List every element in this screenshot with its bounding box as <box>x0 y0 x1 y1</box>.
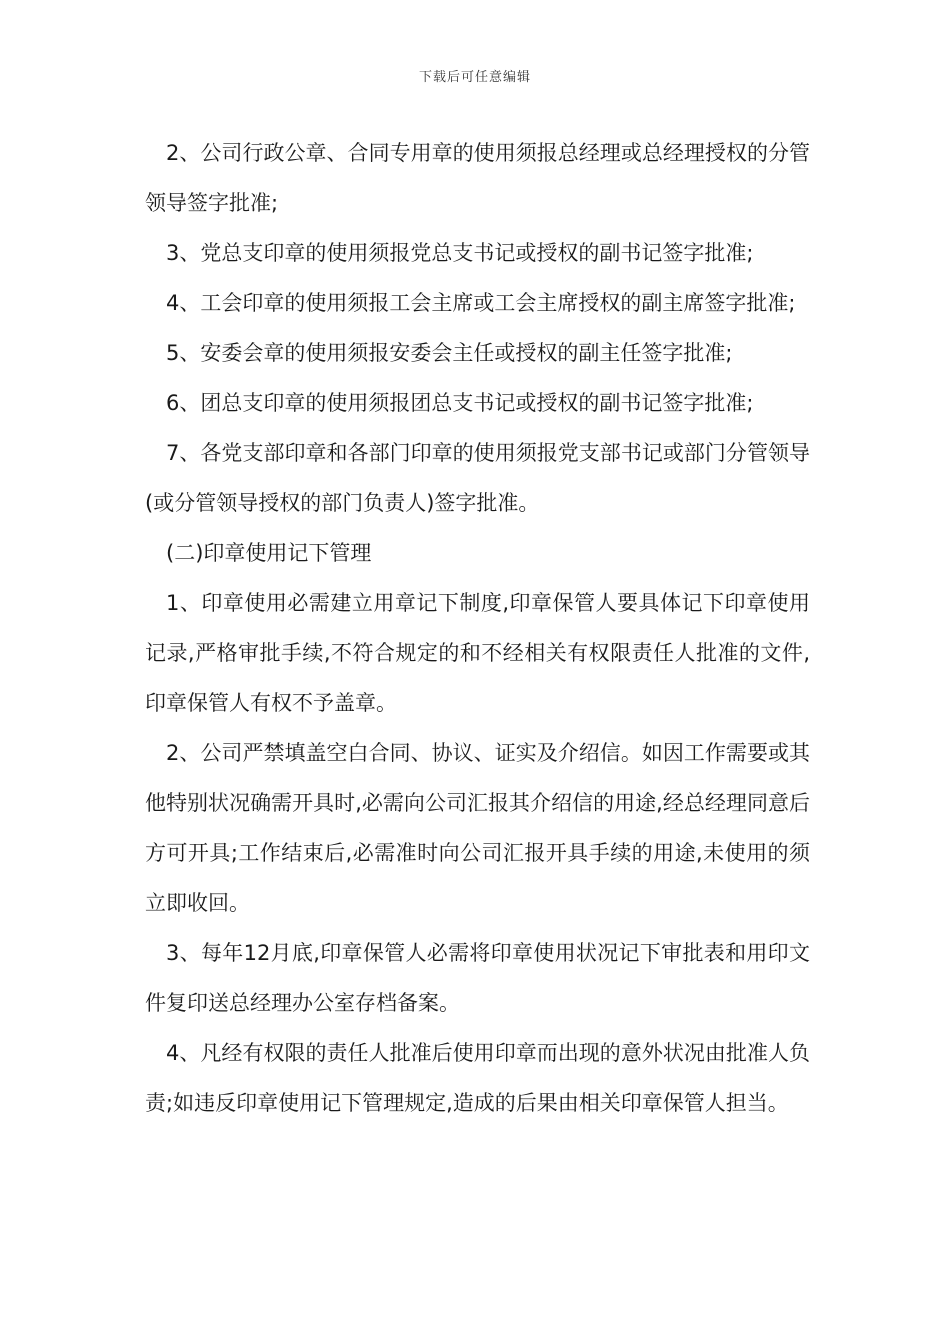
paragraph-approval-union-seal: 4、工会印章的使用须报工会主席或工会主席授权的副主席签字批准; <box>166 291 796 315</box>
paragraph-blank-contract-ban: 2、公司严禁填盖空白合同、协议、证实及介绍信。如因工作需要或其他特别状况确需开具时,必需向公司汇报其介绍信的用途,经总经理同意后方可开具;工作结束后,必需准时向公司汇报开具手续的用途,未使用的须立即收回。 <box>145 741 810 915</box>
paragraph-approval-department-seal: 7、各党支部印章和各部门印章的使用须报党支部书记或部门分管领导(或分管领导授权的部门负责人)签字批准。 <box>145 441 810 515</box>
paragraph-approval-youth-seal: 6、团总支印章的使用须报团总支书记或授权的副书记签字批准; <box>166 391 754 415</box>
paragraph-approval-company-seal: 2、公司行政公章、合同专用章的使用须报总经理或总经理授权的分管领导签字批准; <box>145 141 810 215</box>
page-header: 下载后可任意编辑 <box>418 70 531 85</box>
paragraph-usage-record-system: 1、印章使用必需建立用章记下制度,印章保管人要具体记下印章使用记录,严格审批手续,不符合规定的和不经相关有权限责任人批准的文件,印章保管人有权不予盖章。 <box>145 591 810 715</box>
section-heading-seal-usage-records: (二)印章使用记下管理 <box>166 541 372 565</box>
paragraph-approval-safety-seal: 5、安委会章的使用须报安委会主任或授权的副主任签字批准; <box>166 341 733 365</box>
paragraph-annual-archiving: 3、每年12月底,印章保管人必需将印章使用状况记下审批表和用印文件复印送总经理办公室存档备案。 <box>145 941 810 1015</box>
paragraph-responsibility: 4、凡经有权限的责任人批准后使用印章而出现的意外状况由批准人负责;如违反印章使用记下管理规定,造成的后果由相关印章保管人担当。 <box>145 1041 810 1115</box>
document-body <box>145 128 810 1128</box>
paragraph-approval-party-seal: 3、党总支印章的使用须报党总支书记或授权的副书记签字批准; <box>166 241 754 265</box>
